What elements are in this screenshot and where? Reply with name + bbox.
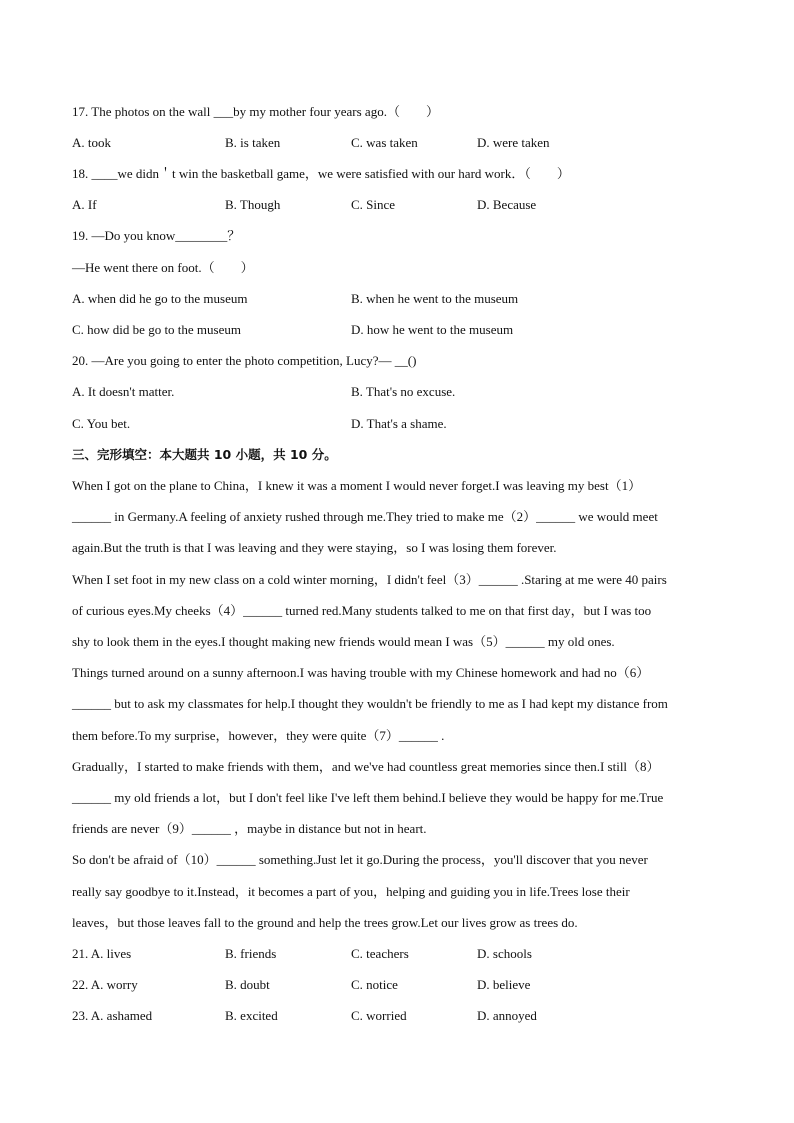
- q19-option-b: B. when he went to the museum: [351, 291, 519, 306]
- q21-option-d: D. schools: [477, 946, 532, 961]
- q18-option-c: C. Since: [351, 197, 396, 212]
- q17-option-b: B. is taken: [225, 135, 281, 150]
- q19-option-a: A. when did he go to the museum: [72, 291, 248, 306]
- q20-option-b: B. That's no excuse.: [351, 384, 456, 399]
- q21-option-b: B. friends: [225, 946, 277, 961]
- passage-line: really say goodbye to it.Instead，it becomes a part of you，helping and guiding you in life.Trees lose their: [72, 884, 630, 899]
- question-18-stem: 18. ____we didn＇t win the basketball game，we were satisfied with our hard work．（ ）: [72, 166, 570, 181]
- question-19-reply: —He went there on foot.（ ）: [72, 260, 254, 275]
- passage-line: ______ in Germany.A feeling of anxiety rushed through me.They tried to make me（2）______ we would meet: [72, 509, 658, 524]
- q23-option-b: B. excited: [225, 1008, 278, 1023]
- q18-option-d: D. Because: [477, 197, 537, 212]
- q20-option-c: C. You bet.: [72, 416, 131, 431]
- q18-option-a: A. If: [72, 197, 97, 212]
- passage-line: ______ my old friends a lot，but I don't feel like I've left them behind.I believe they would be happy for me.True: [72, 790, 664, 805]
- q17-option-c: C. was taken: [351, 135, 418, 150]
- section-3-title: 三、完形填空：本大题共 10 小题，共 10 分。: [72, 447, 337, 462]
- q22-option-c: C. notice: [351, 977, 398, 992]
- passage-line: Things turned around on a sunny afternoon.I was having trouble with my Chinese homework and had no（6）: [72, 665, 650, 680]
- q20-option-a: A. It doesn't matter.: [72, 384, 175, 399]
- passage-line: of curious eyes.My cheeks（4）______ turned red.Many students talked to me on that first day，but I was too: [72, 603, 652, 618]
- passage-line: them before.To my surprise，however，they were quite（7）______ .: [72, 728, 445, 743]
- q23-option-a: 23. A. ashamed: [72, 1008, 153, 1023]
- q20-option-d: D. That's a shame.: [351, 416, 447, 431]
- passage-line: So don't be afraid of（10）______ something.Just let it go.During the process，you'll discover that you never: [72, 852, 648, 867]
- passage-line: leaves，but those leaves fall to the ground and help the trees grow.Let our lives grow as trees do.: [72, 915, 578, 930]
- passage-line: When I set foot in my new class on a cold winter morning，I didn't feel（3）______ .Staring at me were 40 pairs: [72, 572, 667, 587]
- passage-line: ______ but to ask my classmates for help.I thought they wouldn't be friendly to me as I had kept my distance from: [72, 696, 668, 711]
- question-17-stem: 17. The photos on the wall ___by my mother four years ago.（ ）: [72, 104, 439, 119]
- passage-line: again.But the truth is that I was leaving and they were staying，so I was losing them forever.: [72, 540, 557, 555]
- passage-line: friends are never（9）______ ，maybe in distance but not in heart.: [72, 821, 427, 836]
- question-19-stem: 19. —Do you know________？: [72, 228, 241, 243]
- question-20-stem: 20. —Are you going to enter the photo competition, Lucy?— __(): [72, 353, 417, 368]
- q22-option-a: 22. A. worry: [72, 977, 138, 992]
- q17-option-a: A. took: [72, 135, 111, 150]
- q22-option-d: D. believe: [477, 977, 531, 992]
- q17-option-d: D. were taken: [477, 135, 550, 150]
- q21-option-c: C. teachers: [351, 946, 409, 961]
- q22-option-b: B. doubt: [225, 977, 270, 992]
- passage-line: shy to look them in the eyes.I thought making new friends would mean I was（5）______ my old ones.: [72, 634, 615, 649]
- q19-option-c: C. how did be go to the museum: [72, 322, 241, 337]
- q19-option-d: D. how he went to the museum: [351, 322, 514, 337]
- q23-option-c: C. worried: [351, 1008, 407, 1023]
- passage-line: When I got on the plane to China，I knew it was a moment I would never forget.I was leaving my best（1）: [72, 478, 642, 493]
- passage-line: Gradually，I started to make friends with them，and we've had countless great memories since then.I still（8）: [72, 759, 660, 774]
- q18-option-b: B. Though: [225, 197, 281, 212]
- q23-option-d: D. annoyed: [477, 1008, 537, 1023]
- q21-option-a: 21. A. lives: [72, 946, 132, 961]
